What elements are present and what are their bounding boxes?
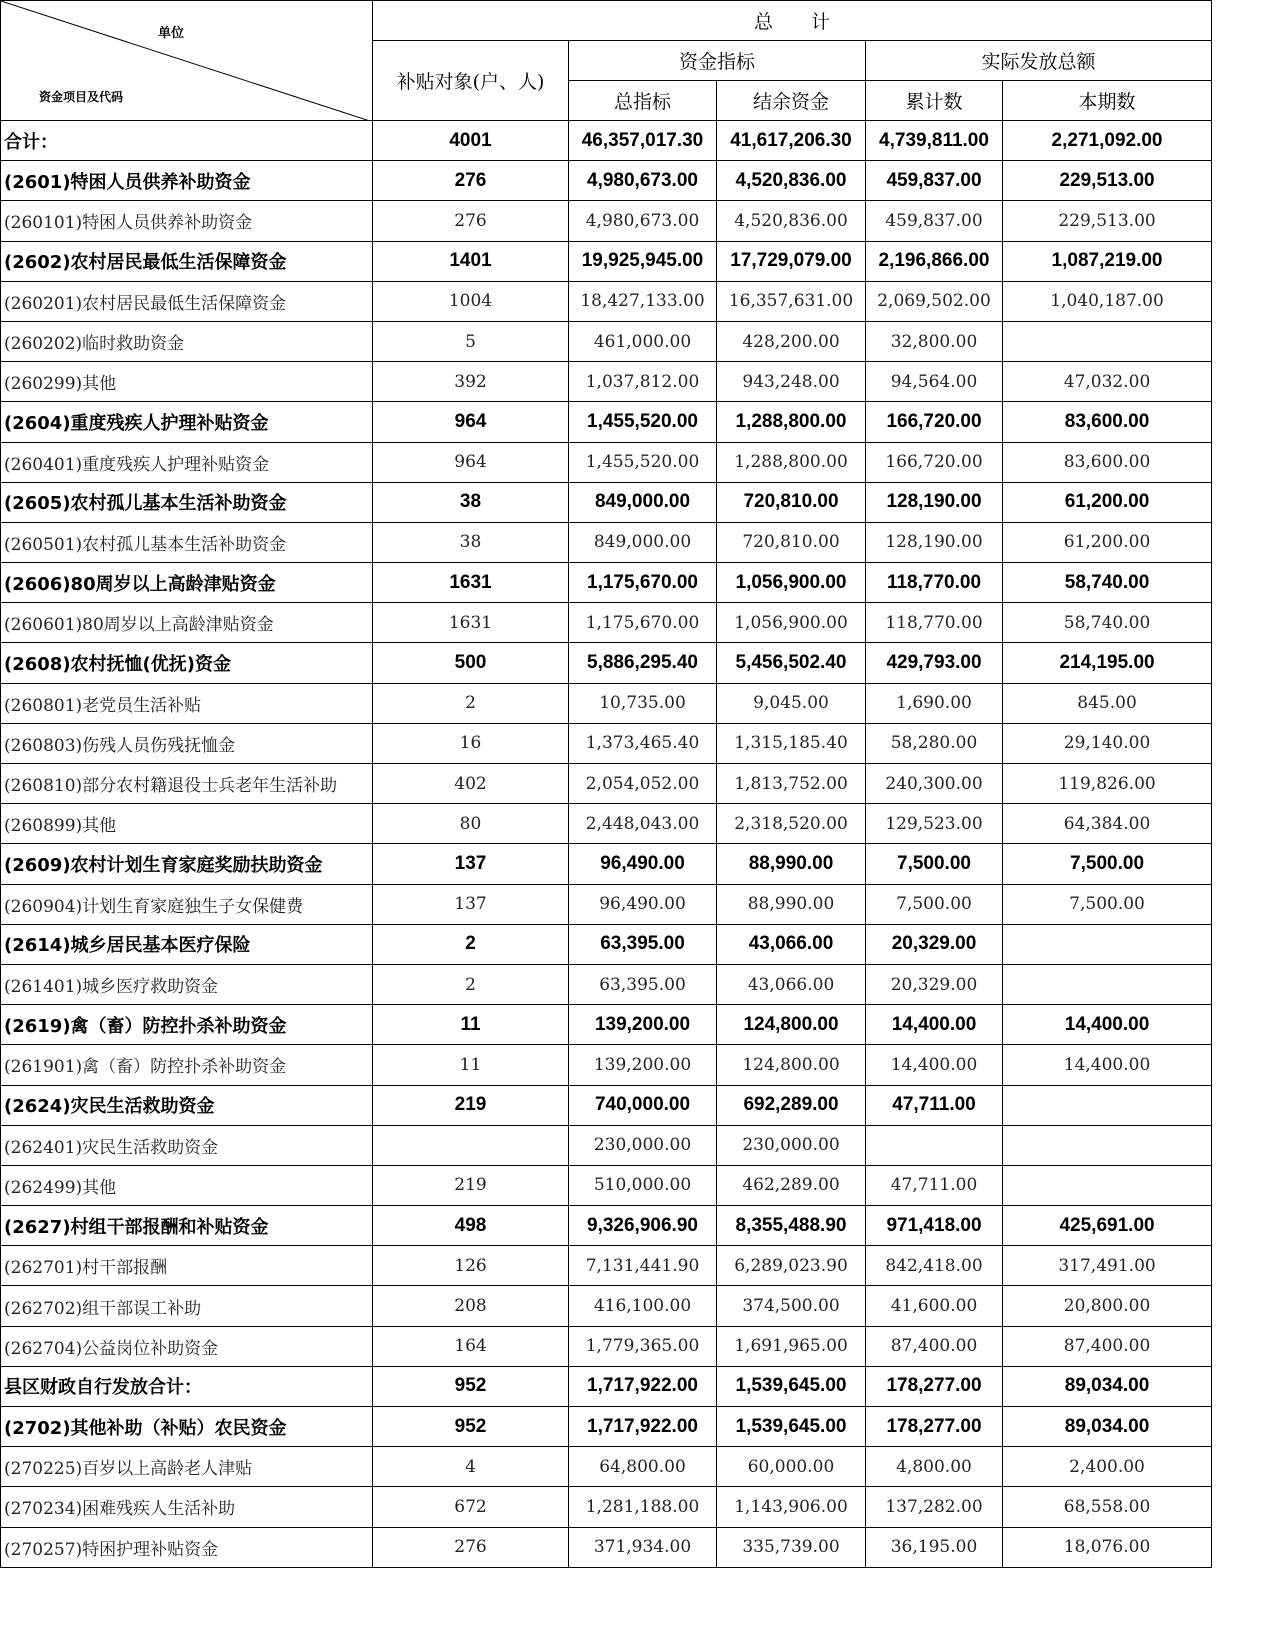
table-row <box>1 1326 1212 1366</box>
balance-cell: 124,800.00 <box>717 1005 866 1045</box>
current-period-cell <box>1003 1125 1212 1165</box>
project-name-cell: (2619)禽（畜）防控扑杀补助资金 <box>1 1005 373 1045</box>
current-period-cell <box>1003 1165 1212 1205</box>
current-period-cell: 229,513.00 <box>1003 201 1212 241</box>
project-name-cell: (260202)临时救助资金 <box>1 321 373 361</box>
cumulative-cell: 7,500.00 <box>866 844 1003 884</box>
project-label: 资金项目及代码 <box>39 90 124 104</box>
cumulative-cell: 118,770.00 <box>866 603 1003 643</box>
balance-cell: 230,000.00 <box>717 1125 866 1165</box>
project-name-cell: (260401)重度残疾人护理补贴资金 <box>1 442 373 482</box>
subsidy-count-cell: 4001 <box>373 121 569 161</box>
total-indicator-cell: 2,054,052.00 <box>569 764 717 804</box>
current-period-cell: 7,500.00 <box>1003 884 1212 924</box>
total-indicator-cell: 18,427,133.00 <box>569 281 717 321</box>
project-name-cell: (270225)百岁以上高龄老人津贴 <box>1 1447 373 1487</box>
current-period-cell: 845.00 <box>1003 683 1212 723</box>
cumulative-cell: 41,600.00 <box>866 1286 1003 1326</box>
cumulative-cell: 2,196,866.00 <box>866 241 1003 281</box>
current-period-cell: 20,800.00 <box>1003 1286 1212 1326</box>
total-indicator-cell: 849,000.00 <box>569 522 717 562</box>
balance-cell: 692,289.00 <box>717 1085 866 1125</box>
project-name-cell: (261401)城乡医疗救助资金 <box>1 964 373 1004</box>
total-indicator-cell: 461,000.00 <box>569 321 717 361</box>
total-indicator-cell: 1,717,922.00 <box>569 1366 717 1406</box>
current-period-cell: 18,076.00 <box>1003 1527 1212 1567</box>
balance-cell: 1,288,800.00 <box>717 442 866 482</box>
current-period-cell: 14,400.00 <box>1003 1005 1212 1045</box>
project-name-cell: (261901)禽（畜）防控扑杀补助资金 <box>1 1045 373 1085</box>
current-period-cell: 47,032.00 <box>1003 362 1212 402</box>
balance-cell: 9,045.00 <box>717 683 866 723</box>
current-period-cell: 29,140.00 <box>1003 723 1212 763</box>
current-period-cell: 2,400.00 <box>1003 1447 1212 1487</box>
table-row <box>1 1246 1212 1286</box>
project-name-cell: 县区财政自行发放合计： <box>1 1366 373 1406</box>
table-row <box>1 924 1212 964</box>
total-indicator-cell: 19,925,945.00 <box>569 241 717 281</box>
table-row <box>1 1366 1212 1406</box>
current-period-cell: 229,513.00 <box>1003 161 1212 201</box>
current-period-cell: 83,600.00 <box>1003 402 1212 442</box>
cumulative-cell: 94,564.00 <box>866 362 1003 402</box>
total-indicator-cell: 96,490.00 <box>569 844 717 884</box>
current-period-cell: 119,826.00 <box>1003 764 1212 804</box>
subsidy-count-cell: 276 <box>373 1527 569 1567</box>
balance-cell: 17,729,079.00 <box>717 241 866 281</box>
balance-cell: 43,066.00 <box>717 964 866 1004</box>
project-name-cell: (260299)其他 <box>1 362 373 402</box>
cumulative-cell: 14,400.00 <box>866 1045 1003 1085</box>
project-name-cell: (262701)村干部报酬 <box>1 1246 373 1286</box>
subsidy-count-cell: 952 <box>373 1407 569 1447</box>
current-period-cell: 83,600.00 <box>1003 442 1212 482</box>
total-indicator-cell: 416,100.00 <box>569 1286 717 1326</box>
balance-cell: 374,500.00 <box>717 1286 866 1326</box>
subsidy-count-cell: 672 <box>373 1487 569 1527</box>
project-name-cell: (260810)部分农村籍退役士兵老年生活补助 <box>1 764 373 804</box>
table-row <box>1 1487 1212 1527</box>
balance-cell: 88,990.00 <box>717 884 866 924</box>
current-period-cell: 425,691.00 <box>1003 1206 1212 1246</box>
cumulative-cell: 129,523.00 <box>866 804 1003 844</box>
balance-cell: 1,813,752.00 <box>717 764 866 804</box>
subsidy-count-cell: 1631 <box>373 563 569 603</box>
table-row <box>1 241 1212 281</box>
current-period-cell: 317,491.00 <box>1003 1246 1212 1286</box>
current-period-header: 本期数 <box>1003 81 1212 121</box>
balance-cell: 6,289,023.90 <box>717 1246 866 1286</box>
subsidy-count-cell: 392 <box>373 362 569 402</box>
current-period-cell: 58,740.00 <box>1003 563 1212 603</box>
project-name-cell: (2614)城乡居民基本医疗保险 <box>1 924 373 964</box>
current-period-cell: 14,400.00 <box>1003 1045 1212 1085</box>
table-row <box>1 1045 1212 1085</box>
project-name-cell: (2624)灾民生活救助资金 <box>1 1085 373 1125</box>
project-name-cell: (260201)农村居民最低生活保障资金 <box>1 281 373 321</box>
cumulative-cell: 137,282.00 <box>866 1487 1003 1527</box>
balance-cell: 4,520,836.00 <box>717 161 866 201</box>
current-period-cell: 64,384.00 <box>1003 804 1212 844</box>
cumulative-cell: 971,418.00 <box>866 1206 1003 1246</box>
subsidy-count-cell: 402 <box>373 764 569 804</box>
current-period-cell: 68,558.00 <box>1003 1487 1212 1527</box>
table-body <box>1 121 1212 1568</box>
total-indicator-cell: 1,455,520.00 <box>569 442 717 482</box>
table-row <box>1 603 1212 643</box>
total-indicator-cell: 1,373,465.40 <box>569 723 717 763</box>
subsidy-count-cell: 137 <box>373 844 569 884</box>
table-row <box>1 161 1212 201</box>
cumulative-cell: 4,739,811.00 <box>866 121 1003 161</box>
total-indicator-cell: 139,200.00 <box>569 1005 717 1045</box>
cumulative-cell: 58,280.00 <box>866 723 1003 763</box>
balance-cell: 335,739.00 <box>717 1527 866 1567</box>
total-indicator-cell: 1,281,188.00 <box>569 1487 717 1527</box>
cumulative-cell: 7,500.00 <box>866 884 1003 924</box>
cumulative-cell: 47,711.00 <box>866 1085 1003 1125</box>
total-indicator-header: 总指标 <box>569 81 717 121</box>
current-period-cell: 7,500.00 <box>1003 844 1212 884</box>
total-indicator-cell: 96,490.00 <box>569 884 717 924</box>
cumulative-cell: 14,400.00 <box>866 1005 1003 1045</box>
subsidy-count-cell: 11 <box>373 1005 569 1045</box>
balance-cell: 43,066.00 <box>717 924 866 964</box>
table-row <box>1 522 1212 562</box>
project-name-cell: (260501)农村孤儿基本生活补助资金 <box>1 522 373 562</box>
current-period-cell <box>1003 924 1212 964</box>
project-name-cell: (262499)其他 <box>1 1165 373 1205</box>
current-period-cell: 2,271,092.00 <box>1003 121 1212 161</box>
table-row <box>1 764 1212 804</box>
project-name-cell: (2602)农村居民最低生活保障资金 <box>1 241 373 281</box>
table-row <box>1 321 1212 361</box>
subsidy-target-header: 补贴对象(户、人) <box>373 41 569 121</box>
actual-total-header: 实际发放总额 <box>866 41 1212 81</box>
total-indicator-cell: 4,980,673.00 <box>569 161 717 201</box>
table-row <box>1 1085 1212 1125</box>
cumulative-cell: 128,190.00 <box>866 482 1003 522</box>
subsidy-count-cell: 498 <box>373 1206 569 1246</box>
cumulative-cell: 842,418.00 <box>866 1246 1003 1286</box>
balance-cell: 1,315,185.40 <box>717 723 866 763</box>
subsidy-count-cell: 208 <box>373 1286 569 1326</box>
total-indicator-cell: 10,735.00 <box>569 683 717 723</box>
current-period-cell: 87,400.00 <box>1003 1326 1212 1366</box>
subsidy-count-cell: 964 <box>373 442 569 482</box>
balance-cell: 1,539,645.00 <box>717 1407 866 1447</box>
current-period-cell: 58,740.00 <box>1003 603 1212 643</box>
unit-label: 单位 <box>158 26 185 41</box>
table-row <box>1 884 1212 924</box>
balance-cell: 1,539,645.00 <box>717 1366 866 1406</box>
total-indicator-cell: 64,800.00 <box>569 1447 717 1487</box>
balance-cell: 124,800.00 <box>717 1045 866 1085</box>
total-indicator-cell: 7,131,441.90 <box>569 1246 717 1286</box>
corner-header-cell <box>1 1 373 121</box>
balance-cell: 1,288,800.00 <box>717 402 866 442</box>
project-name-cell: (270234)困难残疾人生活补助 <box>1 1487 373 1527</box>
total-indicator-cell: 371,934.00 <box>569 1527 717 1567</box>
table-row <box>1 723 1212 763</box>
total-indicator-cell: 740,000.00 <box>569 1085 717 1125</box>
balance-cell: 16,357,631.00 <box>717 281 866 321</box>
subsidy-count-cell: 219 <box>373 1085 569 1125</box>
balance-header: 结余资金 <box>717 81 866 121</box>
subsidy-count-cell: 964 <box>373 402 569 442</box>
project-name-cell: (2702)其他补助（补贴）农民资金 <box>1 1407 373 1447</box>
table-row <box>1 1286 1212 1326</box>
cumulative-cell: 1,690.00 <box>866 683 1003 723</box>
total-indicator-cell: 1,037,812.00 <box>569 362 717 402</box>
cumulative-cell: 178,277.00 <box>866 1407 1003 1447</box>
cumulative-cell: 459,837.00 <box>866 201 1003 241</box>
total-indicator-cell: 849,000.00 <box>569 482 717 522</box>
subsidy-count-cell: 276 <box>373 161 569 201</box>
table-row <box>1 121 1212 161</box>
total-indicator-cell: 230,000.00 <box>569 1125 717 1165</box>
subsidy-count-cell: 219 <box>373 1165 569 1205</box>
project-name-cell: (260601)80周岁以上高龄津贴资金 <box>1 603 373 643</box>
current-period-cell <box>1003 964 1212 1004</box>
subsidy-count-cell: 38 <box>373 522 569 562</box>
cumulative-cell: 178,277.00 <box>866 1366 1003 1406</box>
project-name-cell: (2608)农村抚恤(优抚)资金 <box>1 643 373 683</box>
table-row <box>1 442 1212 482</box>
table-row <box>1 1527 1212 1567</box>
project-name-cell: (260899)其他 <box>1 804 373 844</box>
table-row <box>1 1125 1212 1165</box>
total-indicator-cell: 9,326,906.90 <box>569 1206 717 1246</box>
balance-cell: 1,056,900.00 <box>717 603 866 643</box>
cumulative-cell: 166,720.00 <box>866 402 1003 442</box>
table-row <box>1 683 1212 723</box>
subsidy-count-cell: 126 <box>373 1246 569 1286</box>
cumulative-header: 累计数 <box>866 81 1003 121</box>
project-name-cell: (262702)组干部误工补助 <box>1 1286 373 1326</box>
cumulative-cell: 87,400.00 <box>866 1326 1003 1366</box>
subsidy-count-cell: 80 <box>373 804 569 844</box>
cumulative-cell: 32,800.00 <box>866 321 1003 361</box>
project-name-cell: (262401)灾民生活救助资金 <box>1 1125 373 1165</box>
total-indicator-cell: 63,395.00 <box>569 964 717 1004</box>
project-name-cell: (260101)特困人员供养补助资金 <box>1 201 373 241</box>
subsidy-count-cell: 276 <box>373 201 569 241</box>
current-period-cell: 89,034.00 <box>1003 1407 1212 1447</box>
total-indicator-cell: 5,886,295.40 <box>569 643 717 683</box>
balance-cell: 428,200.00 <box>717 321 866 361</box>
cumulative-cell <box>866 1125 1003 1165</box>
cumulative-cell: 459,837.00 <box>866 161 1003 201</box>
table-row <box>1 281 1212 321</box>
subsidy-count-cell: 11 <box>373 1045 569 1085</box>
table-row <box>1 1165 1212 1205</box>
balance-cell: 2,318,520.00 <box>717 804 866 844</box>
table-row <box>1 1407 1212 1447</box>
cumulative-cell: 36,195.00 <box>866 1527 1003 1567</box>
table-row <box>1 1206 1212 1246</box>
subsidy-count-cell: 2 <box>373 924 569 964</box>
total-indicator-cell: 46,357,017.30 <box>569 121 717 161</box>
total-indicator-cell: 1,175,670.00 <box>569 563 717 603</box>
project-name-cell: (260904)计划生育家庭独生子女保健费 <box>1 884 373 924</box>
table-row <box>1 1447 1212 1487</box>
subsidy-count-cell: 16 <box>373 723 569 763</box>
balance-cell: 88,990.00 <box>717 844 866 884</box>
subsidy-count-cell: 2 <box>373 964 569 1004</box>
project-name-cell: (260801)老党员生活补贴 <box>1 683 373 723</box>
table-row <box>1 402 1212 442</box>
balance-cell: 5,456,502.40 <box>717 643 866 683</box>
subsidy-count-cell: 38 <box>373 482 569 522</box>
balance-cell: 462,289.00 <box>717 1165 866 1205</box>
subsidy-count-cell: 137 <box>373 884 569 924</box>
total-indicator-cell: 139,200.00 <box>569 1045 717 1085</box>
project-name-cell: 合计： <box>1 121 373 161</box>
current-period-cell: 1,087,219.00 <box>1003 241 1212 281</box>
balance-cell: 1,056,900.00 <box>717 563 866 603</box>
balance-cell: 8,355,488.90 <box>717 1206 866 1246</box>
current-period-cell: 61,200.00 <box>1003 482 1212 522</box>
total-indicator-cell: 1,455,520.00 <box>569 402 717 442</box>
table-row <box>1 482 1212 522</box>
subsidy-count-cell: 1004 <box>373 281 569 321</box>
total-title: 总 计 <box>373 1 1212 41</box>
table-row <box>1 1005 1212 1045</box>
current-period-cell: 214,195.00 <box>1003 643 1212 683</box>
table-row <box>1 201 1212 241</box>
total-indicator-cell: 2,448,043.00 <box>569 804 717 844</box>
cumulative-cell: 20,329.00 <box>866 964 1003 1004</box>
project-name-cell: (2609)农村计划生育家庭奖励扶助资金 <box>1 844 373 884</box>
fund-indicator-header: 资金指标 <box>569 41 866 81</box>
project-name-cell: (2601)特困人员供养补助资金 <box>1 161 373 201</box>
table-row <box>1 362 1212 402</box>
table-row <box>1 844 1212 884</box>
balance-cell: 1,691,965.00 <box>717 1326 866 1366</box>
balance-cell: 720,810.00 <box>717 482 866 522</box>
cumulative-cell: 47,711.00 <box>866 1165 1003 1205</box>
cumulative-cell: 240,300.00 <box>866 764 1003 804</box>
balance-cell: 943,248.00 <box>717 362 866 402</box>
cumulative-cell: 166,720.00 <box>866 442 1003 482</box>
current-period-cell: 89,034.00 <box>1003 1366 1212 1406</box>
subsidy-count-cell: 4 <box>373 1447 569 1487</box>
subsidy-count-cell: 1401 <box>373 241 569 281</box>
project-name-cell: (2604)重度残疾人护理补贴资金 <box>1 402 373 442</box>
current-period-cell <box>1003 1085 1212 1125</box>
cumulative-cell: 128,190.00 <box>866 522 1003 562</box>
total-indicator-cell: 1,175,670.00 <box>569 603 717 643</box>
subsidy-count-cell: 1631 <box>373 603 569 643</box>
subsidy-count-cell: 952 <box>373 1366 569 1406</box>
table-row <box>1 643 1212 683</box>
cumulative-cell: 429,793.00 <box>866 643 1003 683</box>
table-row <box>1 964 1212 1004</box>
balance-cell: 41,617,206.30 <box>717 121 866 161</box>
subsidy-count-cell <box>373 1125 569 1165</box>
table-row <box>1 804 1212 844</box>
project-name-cell: (2627)村组干部报酬和补贴资金 <box>1 1206 373 1246</box>
subsidy-count-cell: 164 <box>373 1326 569 1366</box>
balance-cell: 4,520,836.00 <box>717 201 866 241</box>
subsidy-count-cell: 500 <box>373 643 569 683</box>
subsidy-count-cell: 5 <box>373 321 569 361</box>
subsidy-count-cell: 2 <box>373 683 569 723</box>
cumulative-cell: 118,770.00 <box>866 563 1003 603</box>
cumulative-cell: 20,329.00 <box>866 924 1003 964</box>
total-indicator-cell: 1,779,365.00 <box>569 1326 717 1366</box>
balance-cell: 60,000.00 <box>717 1447 866 1487</box>
cumulative-cell: 2,069,502.00 <box>866 281 1003 321</box>
project-name-cell: (2605)农村孤儿基本生活补助资金 <box>1 482 373 522</box>
balance-cell: 1,143,906.00 <box>717 1487 866 1527</box>
total-indicator-cell: 4,980,673.00 <box>569 201 717 241</box>
current-period-cell <box>1003 321 1212 361</box>
current-period-cell: 61,200.00 <box>1003 522 1212 562</box>
total-indicator-cell: 510,000.00 <box>569 1165 717 1205</box>
balance-cell: 720,810.00 <box>717 522 866 562</box>
project-name-cell: (260803)伤残人员伤残抚恤金 <box>1 723 373 763</box>
total-indicator-cell: 1,717,922.00 <box>569 1407 717 1447</box>
project-name-cell: (2606)80周岁以上高龄津贴资金 <box>1 563 373 603</box>
project-name-cell: (270257)特困护理补贴资金 <box>1 1527 373 1567</box>
table-header <box>1 1 1212 121</box>
project-name-cell: (262704)公益岗位补助资金 <box>1 1326 373 1366</box>
total-indicator-cell: 63,395.00 <box>569 924 717 964</box>
current-period-cell: 1,040,187.00 <box>1003 281 1212 321</box>
cumulative-cell: 4,800.00 <box>866 1447 1003 1487</box>
table-row <box>1 563 1212 603</box>
